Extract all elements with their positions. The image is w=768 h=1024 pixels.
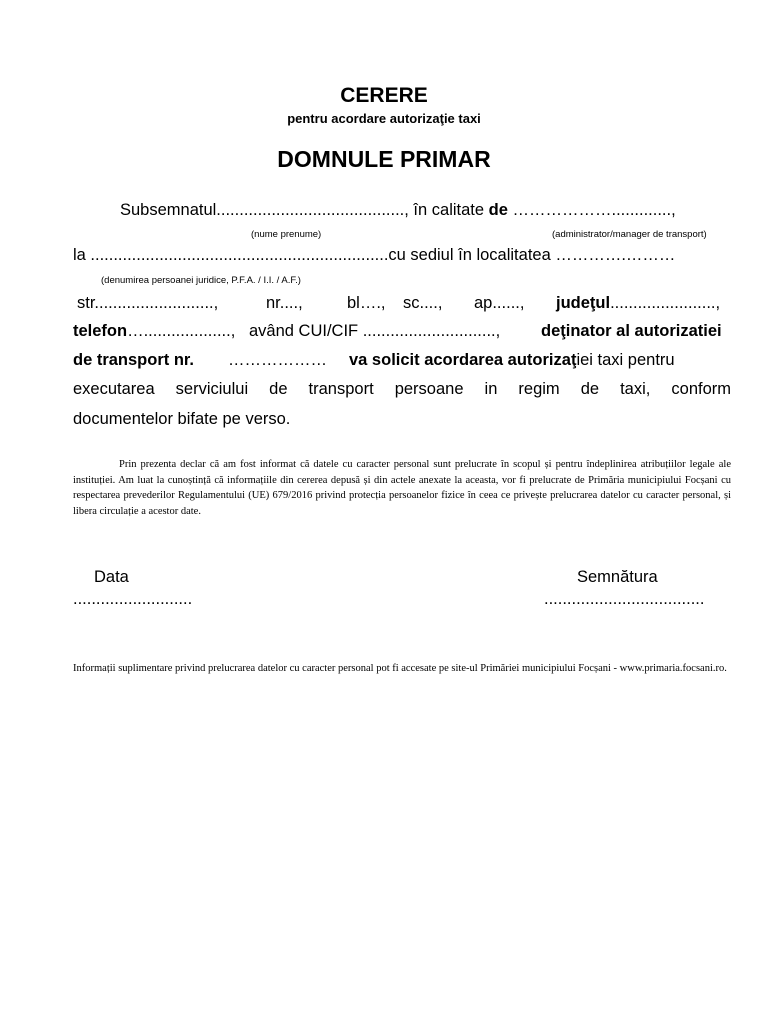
document-subtitle: pentru acordare autorizaţie taxi [287,111,481,126]
request-bold-t: ţ [570,351,577,369]
documents-line: documentelor bifate pe verso. [73,410,291,428]
hint-role: (administrator/manager de transport) [552,229,707,240]
address-judet [556,294,720,313]
applicant-line-bold: de [488,201,508,219]
detinator-label: deţinator al autorizatiei [541,322,722,340]
request-bold: va solicit acordarea autoriza [349,351,571,369]
transport-nr-label: de transport nr. [73,351,195,369]
applicant-line-prefix: Subsemnatul........................................., în calitate [120,201,489,219]
address-sc: sc...., [403,294,443,312]
request-rest: iei taxi pentru [576,351,675,369]
addressee-heading: DOMNULE PRIMAR [277,146,491,172]
address-nr: nr...., [266,294,303,312]
hint-entity: (denumirea persoanei juridice, P.F.A. / I.I. / A.F.) [101,275,301,286]
date-dots: .......................... [73,590,193,608]
service-line: executarea serviciului de transport persoane in regim de taxi, conform [73,380,731,398]
request-text [349,351,675,370]
telefon-dots: …..................., [127,322,236,340]
gdpr-notice [73,457,731,519]
footer-note: Informații suplimentare privind prelucrarea datelor cu caracter personal pot fi accesate pe site-ul Primăriei municipiului Focșani - www.primaria.focsani.ro. [73,663,727,674]
telefon-label: telefon [73,322,128,340]
address-str: str.........................., [77,294,219,312]
cui-field: având CUI/CIF ............................., [249,322,501,340]
telefon-field [73,322,235,341]
applicant-line-suffix: ………………............., [507,201,676,219]
signature-dots: ................................... [544,590,705,608]
address-ap: ap......, [474,294,525,312]
document-title: CERERE [340,84,428,107]
gdpr-notice-text: Prin prezenta declar că am fost informat că datele cu caracter personal sunt prelucrate în scopul și pentru îndeplinirea atribuțiilor legale ale instituției. Am luat la cunoștință că informațiile din cererea depusă și din actele anexate la aceasta, vor fi prelucrate de Primăria municipiului Focșani cu respectarea prevederilor Regulamentului (UE) 679/2016 privind protecția persoanelor fizice în ceea ce privește prelucrarea datelor cu caracter personal, și libera circulație a acestor date. [73,459,731,517]
signature-label: Semnătura [577,568,658,586]
date-label: Data [94,568,129,586]
company-line: la .................................................................cu sediul în localitatea ………….……… [73,246,676,264]
judet-dots: ......................., [610,294,721,312]
judet-label: judeţul [556,294,611,312]
applicant-line [120,201,676,220]
hint-name: (nume prenume) [251,229,322,240]
address-bl: bl…., [347,294,386,312]
transport-nr-dots: ……………… [228,351,327,369]
